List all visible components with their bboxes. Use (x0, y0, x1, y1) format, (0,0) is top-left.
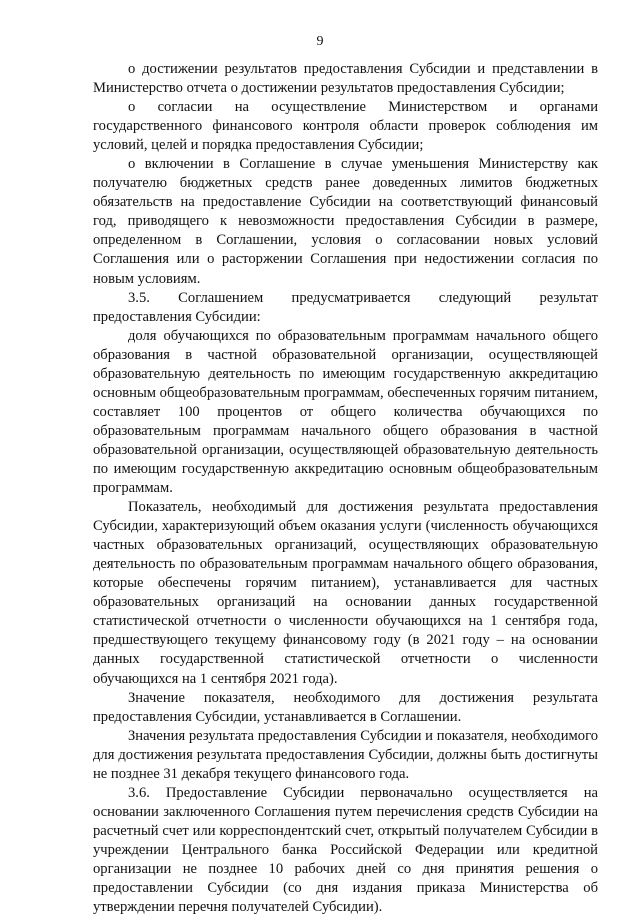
paragraph-indicator: Показатель, необходимый для достижения результата предоставления Субсидии, характеризующий объем оказания услуги (численность обучающихся частных образовательных организаций, осуществляющих образовательную деятельность по образовательным программам начального общего образования, которые обеспечены горячим питанием), устанавливается для частных образовательных организаций на основании данных государственной статистической отчетности о численности обучающихся на 1 сентября года, предшествующего текущему финансовому году (в 2021 году – на основании данных государственной статистической отчетности о численности обучающихся на 1 сентября 2021 года). (93, 499, 598, 687)
paragraph-consent-inspection: о согласии на осуществление Министерством и органами государственного финансового контроля области проверок соблюдения им условий, целей и порядка предоставления Субсидии; (93, 99, 598, 154)
paragraph-section-3-6: 3.6. Предоставление Субсидии первоначально осуществляется на основании заключенного Соглашения путем перечисления средств Субсидии на расчетный счет или корреспондентский счет, открытый получателем Субсидии в учреждении Центрального банка Российской Федерации или кредитной организации не позднее 10 рабочих дней со дня принятия решения о предоставлении Субсидии (со дня издания приказа Министерства об утверждении перечня получателей Субсидии). (93, 784, 598, 916)
paragraph-limits-reduction: о включении в Соглашение в случае уменьшения Министерству как получателю бюджетных средств ранее доведенных лимитов бюджетных обязательств на предоставление Субсидии на соответствующий финансовый год, приводящего к невозможности предоставления Субсидии в размере, определенном в Соглашении, условия о согласовании новых условий Соглашения или о расторжении Соглашения при недостижении согласия по новым условиям. (93, 156, 598, 287)
paragraph-section-3-5: 3.5. Соглашением предусматривается следующий результат предоставления Субсидии: (93, 289, 598, 325)
paragraph-reporting-results: о достижении результатов предоставления Субсидии и представлении в Министерство отчета о достижении результатов предоставления Субсидии; (93, 61, 598, 97)
page-number: 9 (316, 34, 324, 49)
paragraph-share-of-students: доля обучающихся по образовательным программам начального общего образования в частной образовательной организации, осуществляющей образовательную деятельность по имеющим государственную аккредитацию основным общеобразовательным программам, обеспеченных горячим питанием, составляет 100 процентов от общего количества обучающихся по образовательным программам начального общего образования в частной образовательной организации, осуществляющей образовательную деятельность по имеющим государственную аккредитацию основным общеобразовательным программам. (93, 327, 598, 497)
document-body (93, 60, 598, 917)
paragraph-indicator-value: Значение показателя, необходимого для достижения результата предоставления Субсидии, устанавливается в Соглашении. (93, 689, 598, 725)
paragraph-deadline: Значения результата предоставления Субсидии и показателя, необходимого для достижения результата предоставления Субсидии, должны быть достигнуты не позднее 31 декабря текущего финансового года. (93, 727, 598, 782)
